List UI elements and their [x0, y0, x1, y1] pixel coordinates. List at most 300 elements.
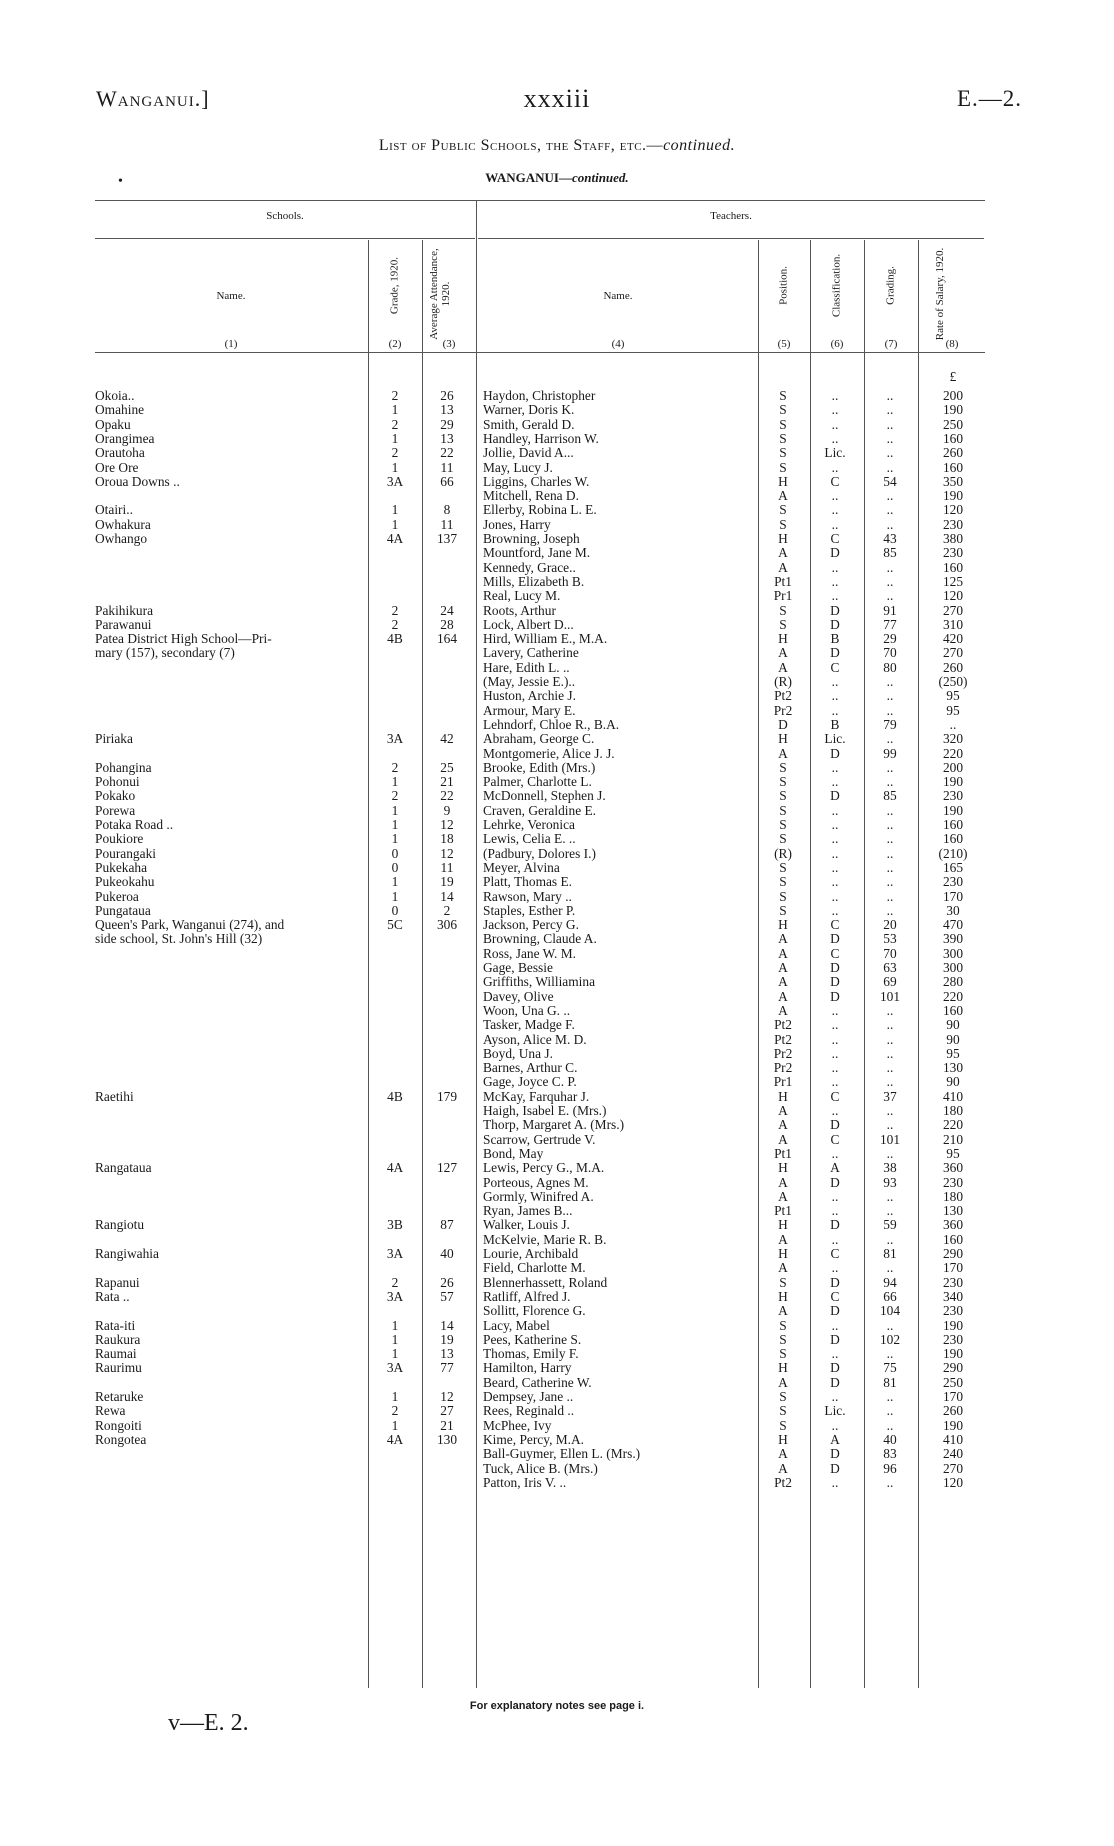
cell-classification: .. [831, 416, 839, 432]
table-row [0, 1347, 1114, 1361]
cell-attendance: 24 [440, 602, 454, 618]
cell-grade: 1 [391, 817, 399, 832]
cell-position: A [778, 1374, 788, 1390]
table-row [0, 1476, 1114, 1490]
cell-attendance: 11 [440, 859, 454, 875]
col-header-teacher-name: Name. [603, 290, 633, 302]
cell-salary: 130 [942, 1203, 964, 1219]
cell-position: S [779, 759, 787, 775]
cell-position: A [778, 1174, 788, 1190]
cell-attendance: 9 [443, 802, 451, 818]
cell-grading: 81 [883, 1374, 897, 1390]
cell-salary: 190 [942, 1346, 964, 1362]
cell-position: S [779, 1274, 787, 1290]
cell-salary: 260 [942, 445, 964, 461]
col-header-grading: Grading. [884, 266, 897, 305]
cell-position: S [779, 1403, 787, 1419]
table-row [0, 1104, 1114, 1118]
cell-classification: .. [831, 588, 839, 604]
cell-school-name: Orangimea [95, 430, 155, 446]
cell-attendance: 77 [440, 1360, 454, 1376]
cell-grading: 85 [883, 788, 897, 804]
cell-classification: .. [831, 874, 839, 890]
cell-grade: 1 [391, 402, 399, 418]
cell-school-name: Rewa [95, 1403, 126, 1419]
table-row [0, 446, 1114, 460]
cell-position: Pr1 [773, 588, 793, 604]
cell-classification: C [830, 1088, 840, 1104]
colnum-6: (6) [830, 338, 844, 350]
table-row [0, 675, 1114, 689]
cell-school-name: Rata .. [95, 1288, 130, 1304]
cell-position: Pt1 [774, 573, 792, 589]
cell-grading: .. [886, 416, 894, 432]
cell-position: A [778, 1002, 788, 1018]
cell-teacher-name: Jollie, David A... [483, 445, 574, 461]
col-header-grade: Grade, 1920. [388, 256, 401, 315]
cell-position: Pt2 [774, 688, 792, 704]
cell-position: A [778, 974, 788, 990]
cell-salary: 470 [942, 917, 964, 933]
cell-position: A [778, 945, 788, 961]
cell-attendance: 13 [440, 1346, 454, 1362]
table-row [0, 990, 1114, 1004]
table-row [0, 489, 1114, 503]
cell-classification: D [830, 960, 840, 975]
cell-attendance: 8 [443, 502, 451, 518]
cell-school-name: Owhakura [95, 516, 151, 532]
table-row [0, 1376, 1114, 1390]
cell-teacher-name: (May, Jessie E.).. [483, 674, 576, 689]
cell-position: S [779, 445, 787, 461]
cell-salary: 90 [946, 1031, 960, 1047]
cell-classification: C [830, 1246, 840, 1261]
cell-grading: .. [886, 1346, 894, 1362]
cell-classification: .. [831, 488, 839, 504]
cell-school-name: Rangataua [95, 1160, 152, 1176]
cell-salary: .. [949, 716, 957, 732]
cell-salary: 250 [942, 1374, 964, 1390]
cell-teacher-name: Roots, Arthur [483, 602, 556, 618]
table-row [0, 1176, 1114, 1190]
cell-position: S [779, 902, 787, 918]
cell-classification: D [830, 1446, 840, 1462]
cell-salary: 360 [942, 1217, 964, 1233]
cell-salary: 170 [942, 888, 964, 904]
cell-attendance: 2 [443, 902, 451, 918]
cell-grading: 102 [879, 1331, 901, 1347]
table-row [0, 532, 1114, 546]
cell-teacher-name: Thomas, Emily F. [483, 1346, 579, 1362]
cell-position: Pt1 [774, 1145, 792, 1161]
cell-salary: 240 [942, 1446, 964, 1462]
table-row [0, 718, 1114, 732]
cell-position: S [779, 888, 787, 904]
cell-classification: A [830, 1431, 840, 1447]
table-row [0, 1433, 1114, 1447]
cell-school-name: Poukiore [95, 831, 144, 847]
cell-teacher-name: Mountford, Jane M. [483, 545, 591, 561]
cell-grading: .. [886, 1188, 894, 1204]
cell-teacher-name: McPhee, Ivy [483, 1417, 552, 1433]
cell-teacher-name: Tuck, Alice B. (Mrs.) [483, 1460, 598, 1476]
colnum-3: (3) [442, 338, 456, 350]
cell-school-name: Rongotea [95, 1431, 147, 1447]
cell-classification: .. [831, 402, 839, 418]
cell-grading: 75 [883, 1360, 897, 1376]
cell-salary: 260 [942, 1403, 964, 1419]
cell-position: A [778, 488, 788, 504]
cell-teacher-name: Real, Lucy M. [483, 588, 561, 604]
table-row [0, 1304, 1114, 1318]
cell-position: S [779, 1389, 787, 1404]
cell-classification: D [830, 545, 840, 561]
cell-classification: D [830, 616, 840, 632]
cell-classification: .. [831, 1045, 839, 1061]
cell-grade: 1 [391, 1417, 399, 1433]
cell-grading: .. [886, 430, 894, 446]
cell-teacher-name: Barnes, Arthur C. [483, 1060, 578, 1076]
cell-position: A [778, 1303, 788, 1319]
cell-classification: .. [831, 817, 839, 832]
table-row [0, 1247, 1114, 1261]
cell-salary: 95 [946, 1045, 960, 1061]
cell-grading: 79 [883, 716, 897, 732]
cell-classification: .. [831, 688, 839, 704]
table-row [0, 1319, 1114, 1333]
cell-classification: .. [831, 516, 839, 532]
cell-grading: 63 [883, 960, 897, 975]
cell-grade: 2 [391, 416, 399, 432]
cell-attendance: 14 [440, 888, 454, 904]
cell-salary: 170 [942, 1260, 964, 1276]
cell-teacher-name: Mitchell, Rena D. [483, 488, 579, 504]
cell-school-name: Piriaka [95, 731, 133, 747]
cell-classification: .. [831, 1317, 839, 1333]
cell-position: A [778, 988, 788, 1004]
cell-teacher-name: Abraham, George C. [483, 731, 595, 747]
schools-group-header: Schools. [266, 210, 304, 222]
table-row [0, 818, 1114, 832]
table-row [0, 461, 1114, 475]
cell-school-name: Raurimu [95, 1360, 142, 1376]
table-row [0, 1261, 1114, 1275]
cell-salary: 190 [942, 802, 964, 818]
cell-classification: D [830, 745, 840, 761]
cell-position: S [779, 774, 787, 790]
cell-grade: 4B [387, 1088, 403, 1104]
cell-salary: (250) [938, 674, 968, 689]
cell-school-name: Omahine [95, 402, 145, 418]
cell-salary: 95 [946, 702, 960, 718]
cell-grading: .. [886, 902, 894, 918]
cell-school-name: Otairi.. [95, 502, 133, 518]
cell-attendance: 306 [436, 917, 458, 933]
cell-salary: 410 [942, 1088, 964, 1104]
cell-position: S [779, 516, 787, 532]
cell-grade: 5C [387, 917, 403, 933]
cell-position: A [778, 1103, 788, 1118]
header-left: Wanganui.] [96, 86, 210, 111]
table-row [0, 589, 1114, 603]
table-row [0, 1333, 1114, 1347]
cell-school-name: Rata-iti [95, 1317, 136, 1333]
cell-salary: 160 [942, 559, 964, 575]
cell-teacher-name: Beard, Catherine W. [483, 1374, 592, 1390]
cell-teacher-name: Browning, Joseph [483, 531, 580, 546]
cell-position: A [778, 1260, 788, 1276]
table-row [0, 1133, 1114, 1147]
cell-salary: (210) [938, 845, 968, 861]
cell-grade: 2 [391, 445, 399, 461]
cell-position: A [778, 931, 788, 947]
cell-salary: 420 [942, 631, 964, 647]
table-row [0, 1061, 1114, 1075]
cell-salary: 380 [942, 531, 964, 546]
cell-salary: 190 [942, 1317, 964, 1333]
cell-grade: 1 [391, 831, 399, 847]
cell-grade: 0 [391, 902, 399, 918]
cell-teacher-name: Gormly, Winifred A. [483, 1188, 594, 1204]
cell-position: H [778, 1246, 788, 1261]
cell-grade: 3A [386, 1360, 404, 1376]
cell-salary: 290 [942, 1246, 964, 1261]
cell-teacher-name: Browning, Claude A. [483, 931, 597, 947]
cell-teacher-name: Patton, Iris V. .. [483, 1474, 567, 1490]
cell-grading: 83 [883, 1446, 897, 1462]
cell-salary: 340 [942, 1288, 964, 1304]
cell-grade: 3A [386, 473, 404, 489]
table-row [0, 1390, 1114, 1404]
cell-position: S [779, 1417, 787, 1433]
cell-school-name: Raukura [95, 1331, 141, 1347]
cell-grading: .. [886, 588, 894, 604]
cell-grade: 1 [391, 459, 399, 475]
cell-grading: 40 [883, 1431, 897, 1447]
cell-salary: 30 [946, 902, 960, 918]
cell-position: S [779, 1346, 787, 1362]
cell-grading: .. [886, 402, 894, 418]
cell-grade: 2 [391, 388, 399, 403]
cell-grading: 93 [883, 1174, 897, 1190]
cell-school-name: Raetihi [95, 1088, 134, 1104]
cell-grade: 1 [391, 802, 399, 818]
bottom-signature: v—E. 2. [168, 1710, 249, 1736]
cell-attendance: 137 [436, 531, 458, 546]
cell-grading: 54 [883, 473, 897, 489]
cell-position: Pt2 [774, 1474, 792, 1490]
cell-classification: D [830, 1331, 840, 1347]
cell-teacher-name: Porteous, Agnes M. [483, 1174, 589, 1190]
cell-teacher-name: Kime, Percy, M.A. [483, 1431, 585, 1447]
cell-grading: 94 [883, 1274, 897, 1290]
cell-teacher-name: Mills, Elizabeth B. [483, 573, 585, 589]
cell-teacher-name: Ratliff, Alfred J. [483, 1288, 571, 1304]
table-row [0, 1004, 1114, 1018]
cell-teacher-name: Gage, Bessie [483, 960, 553, 975]
table-row [0, 1233, 1114, 1247]
cell-salary: 180 [942, 1188, 964, 1204]
cell-salary: 230 [942, 788, 964, 804]
cell-grading: .. [886, 1474, 894, 1490]
cell-classification: .. [831, 573, 839, 589]
cell-grade: 3B [387, 1217, 403, 1233]
cell-teacher-name: Rawson, Mary .. [483, 888, 572, 904]
cell-teacher-name: Hare, Edith L. .. [483, 659, 570, 675]
cell-teacher-name: Kennedy, Grace.. [483, 559, 576, 575]
cell-classification: .. [831, 1031, 839, 1047]
cell-grade: 1 [391, 888, 399, 904]
cell-teacher-name: Warner, Doris K. [483, 402, 575, 418]
cell-school-name: Retaruke [95, 1389, 144, 1404]
page-title: List of Public Schools, the Staff, etc.—continued. [378, 137, 736, 154]
colnum-7: (7) [884, 338, 898, 350]
cell-salary: 165 [942, 859, 964, 875]
cell-classification: C [830, 659, 840, 675]
table-row [0, 789, 1114, 803]
table-row [0, 1075, 1114, 1089]
cell-teacher-name: Platt, Thomas E. [483, 874, 573, 890]
cell-school-name: mary (157), secondary (7) [95, 645, 235, 661]
cell-position: Pr2 [773, 1060, 793, 1076]
cell-grading: .. [886, 502, 894, 518]
cell-grading: .. [886, 817, 894, 832]
cell-grading: .. [886, 1117, 894, 1133]
cell-grading: 77 [883, 616, 897, 632]
cell-position: A [778, 1131, 788, 1147]
cell-teacher-name: (Padbury, Dolores I.) [483, 845, 596, 861]
cell-salary: 230 [942, 516, 964, 532]
cell-salary: 160 [942, 1002, 964, 1018]
cell-grade: 2 [391, 602, 399, 618]
cell-attendance: 19 [440, 874, 454, 890]
cell-classification: .. [831, 802, 839, 818]
cell-teacher-name: Lock, Albert D... [483, 616, 574, 632]
cell-attendance: 11 [440, 516, 454, 532]
table-row [0, 861, 1114, 875]
cell-classification: .. [831, 859, 839, 875]
cell-attendance: 21 [440, 774, 454, 790]
table-row [0, 961, 1114, 975]
page-number: xxxiii [523, 84, 591, 113]
cell-position: D [778, 716, 788, 732]
cell-grading: .. [886, 516, 894, 532]
cell-grade: 4A [386, 1431, 404, 1447]
cell-position: S [779, 430, 787, 446]
table-row [0, 775, 1114, 789]
cell-teacher-name: Lehrke, Veronica [483, 817, 575, 832]
cell-grading: .. [886, 1145, 894, 1161]
cell-school-name: Okoia.. [95, 388, 135, 403]
cell-teacher-name: Jackson, Percy G. [483, 917, 579, 933]
cell-grading: .. [886, 688, 894, 704]
cell-grade: 1 [391, 1317, 399, 1333]
cell-salary: 270 [942, 602, 964, 618]
cell-attendance: 130 [436, 1431, 458, 1447]
header-right: E.—2. [956, 86, 1022, 111]
cell-position: H [778, 1217, 788, 1233]
cell-classification: C [830, 945, 840, 961]
cell-school-name: Oroua Downs .. [95, 473, 180, 489]
table-row [0, 503, 1114, 517]
cell-salary: 190 [942, 774, 964, 790]
cell-classification: D [830, 1360, 840, 1376]
cell-salary: 95 [946, 1145, 960, 1161]
cell-position: H [778, 1360, 788, 1376]
cell-teacher-name: Lewis, Celia E. .. [483, 831, 576, 847]
cell-attendance: 164 [436, 631, 458, 647]
cell-teacher-name: Woon, Una G. .. [483, 1002, 571, 1018]
cell-teacher-name: Walker, Louis J. [483, 1217, 570, 1233]
cell-teacher-name: Liggins, Charles W. [483, 473, 590, 489]
cell-position: H [778, 1431, 788, 1447]
cell-teacher-name: Lacy, Mabel [483, 1317, 550, 1333]
cell-position: H [778, 1088, 788, 1104]
cell-position: S [779, 416, 787, 432]
cell-position: A [778, 1460, 788, 1476]
cell-salary: 310 [942, 616, 964, 632]
cell-salary: 120 [942, 1474, 964, 1490]
table-row [0, 932, 1114, 946]
cell-teacher-name: Lourie, Archibald [483, 1246, 579, 1261]
table-row [0, 732, 1114, 746]
cell-grading: .. [886, 1260, 894, 1276]
cell-teacher-name: Staples, Esther P. [483, 902, 576, 918]
cell-salary: 320 [942, 731, 964, 747]
table-row [0, 389, 1114, 403]
cell-grading: .. [886, 1002, 894, 1018]
cell-salary: 90 [946, 1017, 960, 1033]
cell-position: S [779, 502, 787, 518]
table-row [0, 804, 1114, 818]
cell-teacher-name: Handley, Harrison W. [483, 430, 599, 446]
cell-school-name: Pohonui [95, 774, 140, 790]
cell-teacher-name: Blennerhassett, Roland [483, 1274, 608, 1290]
cell-grading: .. [886, 445, 894, 461]
cell-classification: Lic. [824, 731, 846, 747]
table-row [0, 1276, 1114, 1290]
cell-school-name: Pokako [95, 788, 136, 804]
table-row [0, 403, 1114, 417]
cell-classification: .. [831, 430, 839, 446]
cell-school-name: Owhango [95, 531, 148, 546]
cell-teacher-name: Ross, Jane W. M. [483, 945, 577, 961]
cell-grading: 96 [883, 1460, 897, 1476]
cell-grading: 104 [879, 1303, 901, 1319]
cell-grading: 38 [883, 1160, 897, 1176]
cell-classification: .. [831, 902, 839, 918]
cell-position: S [779, 802, 787, 818]
cell-grade: 4A [386, 531, 404, 546]
cell-position: S [779, 817, 787, 832]
cell-teacher-name: Craven, Geraldine E. [483, 802, 597, 818]
cell-school-name: Porewa [95, 802, 136, 818]
cell-position: A [778, 1188, 788, 1204]
cell-classification: .. [831, 388, 839, 403]
cell-grade: 3A [386, 1246, 404, 1261]
cell-salary: 230 [942, 1331, 964, 1347]
table-row [0, 418, 1114, 432]
cell-grading: .. [886, 674, 894, 689]
cell-school-name: Raumai [95, 1346, 137, 1362]
cell-classification: C [830, 1131, 840, 1147]
cell-school-name: Rangiotu [95, 1217, 145, 1233]
table-row [0, 575, 1114, 589]
cell-salary: 230 [942, 1303, 964, 1319]
cell-grading: 101 [879, 988, 901, 1004]
table-row [0, 918, 1114, 932]
cell-classification: B [830, 716, 840, 732]
